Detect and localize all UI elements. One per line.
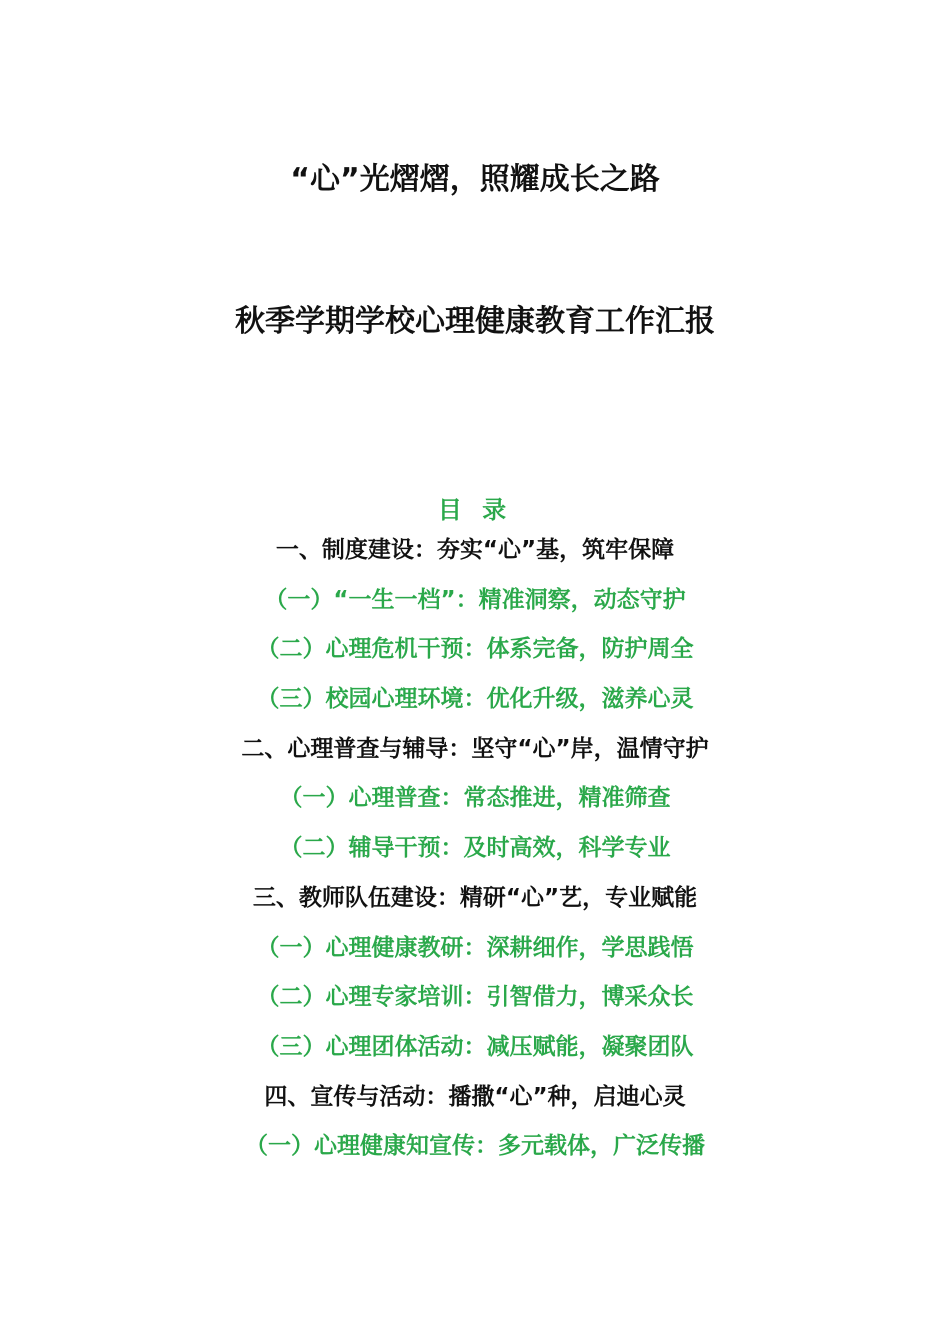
toc-subsection-1-2[interactable] [0,629,950,679]
toc-subsection-3-2[interactable] [0,977,950,1027]
toc-item-text: （三）校园心理环境：优化升级，滋养心灵 [256,686,694,713]
table-of-contents [0,490,950,1176]
toc-item-text: （二）心理专家培训：引智借力，博采众长 [256,984,694,1011]
toc-item-text: 二、心理普查与辅导：坚守“心”岸，温情守护 [241,735,709,762]
toc-item-text: （二）辅导干预：及时高效，科学专业 [279,835,671,862]
toc-item-text: 一、制度建设：夯实“心”基，筑牢保障 [275,537,675,563]
toc-heading: 目 录 [437,496,513,524]
toc-subsection-2-1[interactable] [0,778,950,828]
toc-subsection-2-2[interactable] [0,828,950,878]
document-subtitle: 秋季学期学校心理健康教育工作汇报 [235,304,715,339]
toc-item-text: （一）“一生一档”：精准洞察，动态守护 [264,586,686,613]
toc-item-text: （一）心理普查：常态推进，精准筛查 [279,785,671,812]
toc-section-3[interactable] [0,878,950,928]
toc-item-text: 三、教师队伍建设：精研“心”艺，专业赋能 [252,884,698,911]
toc-subsection-1-1[interactable] [0,580,950,630]
toc-item-text: （一）心理健康知宣传：多元载体，广泛传播 [245,1133,705,1160]
toc-item-text: 四、宣传与活动：播撒“心”种，启迪心灵 [264,1083,686,1110]
toc-subsection-3-3[interactable] [0,1027,950,1077]
document-title: “心”光熠熠，照耀成长之路 [290,162,660,197]
toc-section-2[interactable] [0,729,950,779]
toc-subsection-1-3[interactable] [0,679,950,729]
toc-item-text: （三）心理团体活动：减压赋能，凝聚团队 [256,1033,694,1060]
toc-section-1[interactable] [0,530,950,580]
toc-section-4[interactable] [0,1077,950,1127]
toc-subsection-3-1[interactable] [0,928,950,978]
toc-item-text: （一）心理健康教研：深耕细作，学思践悟 [256,934,694,961]
toc-item-text: （二）心理危机干预：体系完备，防护周全 [256,636,694,663]
toc-subsection-4-1[interactable] [0,1126,950,1176]
